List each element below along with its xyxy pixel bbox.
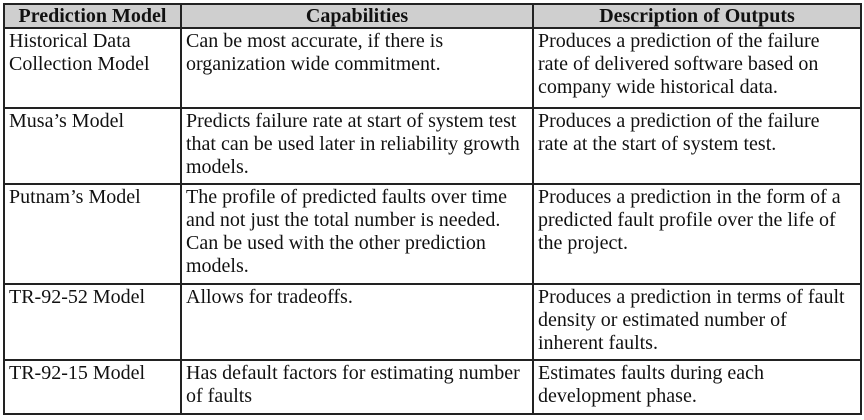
header-description-of-outputs: Description of Outputs [533,4,861,28]
capabilities-cell: Has default factors for estimating number of faults [181,360,533,414]
table-row [4,184,861,284]
outputs-cell: Produces a prediction of the failure rate at the start of system test. [533,108,861,184]
model-cell: TR-92-52 Model [4,284,181,360]
capabilities-cell: The profile of predicted faults over time and not just the total number is needed. Can be used with the other prediction models. [181,184,533,284]
capabilities-cell: Can be most accurate, if there is organization wide commitment. [181,28,533,108]
capabilities-cell: Allows for tradeoffs. [181,284,533,360]
capabilities-cell: Predicts failure rate at start of system test that can be used later in reliability growth models. [181,108,533,184]
outputs-cell: Produces a prediction of the failure rate of delivered software based on company wide historical data. [533,28,861,108]
model-cell: Putnam’s Model [4,184,181,284]
outputs-cell: Estimates faults during each development phase. [533,360,861,414]
model-cell: Historical Data Collection Model [4,28,181,108]
outputs-cell: Produces a prediction in the form of a predicted fault profile over the life of the project. [533,184,861,284]
header-capabilities: Capabilities [181,4,533,28]
table-row [4,284,861,360]
prediction-models-table-container [3,3,860,415]
table-row [4,108,861,184]
outputs-cell: Produces a prediction in terms of fault density or estimated number of inherent faults. [533,284,861,360]
table-row [4,28,861,108]
model-cell: TR-92-15 Model [4,360,181,414]
table-row [4,360,861,414]
model-cell: Musa’s Model [4,108,181,184]
prediction-models-table [3,3,862,415]
header-row [4,4,861,28]
header-prediction-model: Prediction Model [4,4,181,28]
